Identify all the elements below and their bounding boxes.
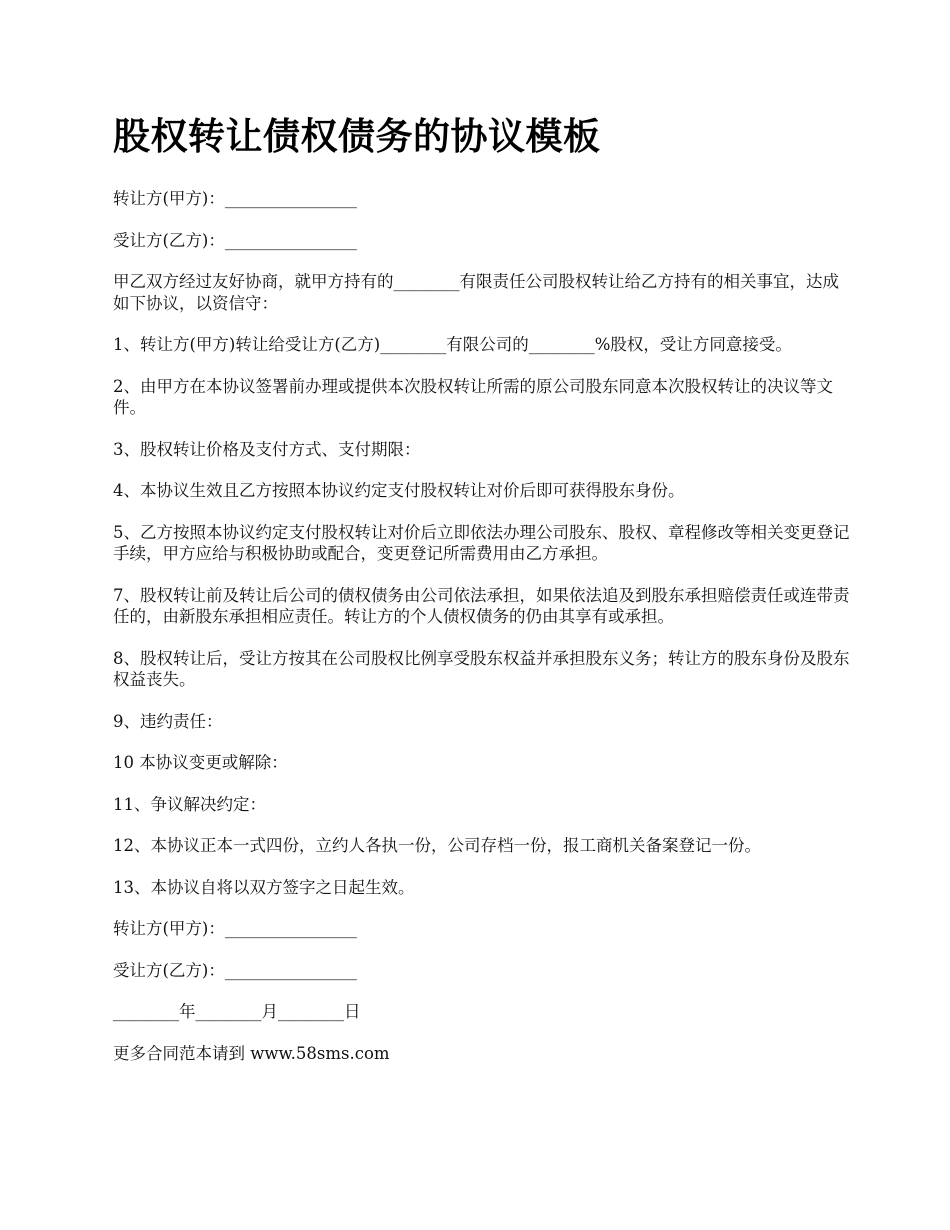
clause-8: 8、股权转让后，受让方按其在公司股权比例享受股东权益并承担股东义务；转让方的股东身份及股东权益丧失。	[113, 648, 850, 689]
clause-2: 2、由甲方在本协议签署前办理或提供本次股权转让所需的原公司股东同意本次股权转让的决议等文件。	[113, 376, 833, 417]
preamble-paragraph: 甲乙双方经过友好协商，就甲方持有的________有限责任公司股权转让给乙方持有的相关事宜，达成如下协议，以资信守：	[113, 272, 839, 313]
clause-1: 1、转让方(甲方)转让给受让方(乙方)________有限公司的________%股权，受让方同意接受。	[113, 335, 792, 354]
party-a-line: 转让方(甲方)：________________	[113, 189, 357, 208]
signature-party-a: 转让方(甲方)：________________	[113, 919, 357, 938]
clause-7: 7、股权转让前及转让后公司的债权债务由公司依法承担，如果依法追及到股东承担赔偿责任或连带责任的，由新股东承担相应责任。转让方的个人债权债务的仍由其享有或承担。	[113, 585, 850, 626]
clause-5: 5、乙方按照本协议约定支付股权转让对价后立即依法办理公司股东、股权、章程修改等相关变更登记手续，甲方应给与积极协助或配合，变更登记所需费用由乙方承担。	[113, 522, 850, 563]
document-title: 股权转让债权债务的协议模板	[113, 114, 601, 158]
party-b-line: 受让方(乙方)：________________	[113, 230, 357, 250]
clause-10: 10 本协议变更或解除：	[113, 753, 288, 772]
footer-note: 更多合同范本请到 www.58sms.com	[113, 1043, 390, 1063]
clause-11: 11、争议解决约定：	[113, 794, 266, 814]
clause-13: 13、本协议自将以双方签字之日起生效。	[113, 877, 415, 897]
clause-3: 3、股权转让价格及支付方式、支付期限：	[113, 439, 421, 459]
clause-12: 12、本协议正本一式四份，立约人各执一份，公司存档一份，报工商机关备案登记一份。	[113, 836, 761, 855]
document-page	[113, 112, 855, 1084]
signature-date: ________年________月________日	[113, 1002, 361, 1021]
clause-4: 4、本协议生效且乙方按照本协议约定支付股权转让对价后即可获得股东身份。	[113, 481, 685, 500]
clause-9: 9、违约责任：	[113, 711, 223, 731]
signature-party-b: 受让方(乙方)：________________	[113, 960, 357, 980]
